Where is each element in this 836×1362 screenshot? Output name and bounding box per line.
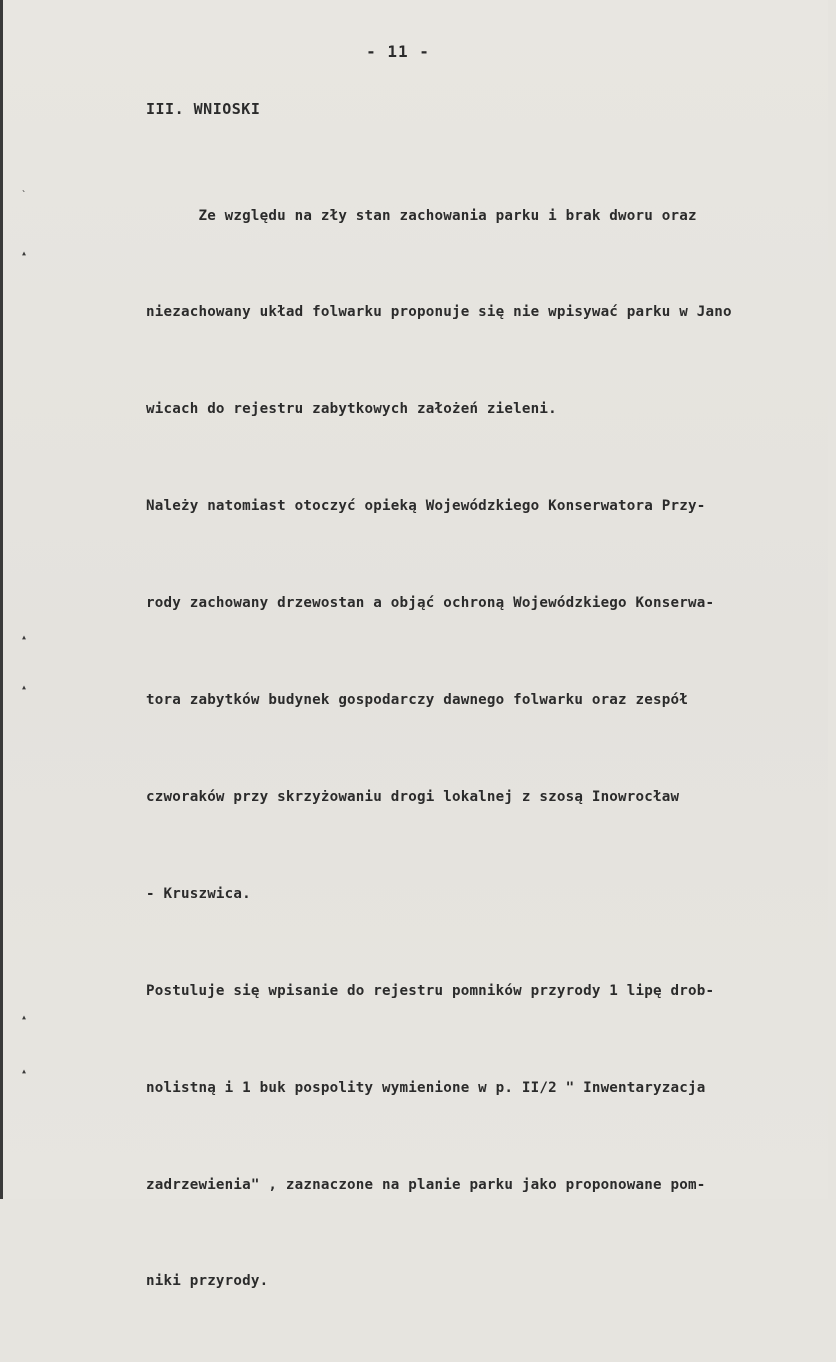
body-text [146, 135, 836, 1362]
margin-mark: ▴ [21, 1066, 28, 1077]
text-line: wicach do rejestru zabytkowych założeń zieleni. [146, 401, 557, 418]
page-number: - 11 - [366, 42, 430, 61]
text-line: zadrzewienia" , zaznaczone na planie parku jako proponowane pom- [146, 1176, 706, 1193]
text-line: Należy natomiast otoczyć opieką Wojewódzkiego Konserwatora Przy- [146, 498, 706, 515]
section-heading: III. WNIOSKI [146, 100, 261, 118]
text-line: czworaków przy skrzyżowaniu drogi lokalnej z szosą Inowrocław [146, 788, 680, 805]
text-line: tora zabytków budynek gospodarczy dawnego folwarku oraz zespół [146, 692, 688, 709]
text-line: niezachowany układ folwarku proponuje się nie wpisywać parku w Jano [146, 304, 732, 321]
text-line: - Kruszwica. [146, 885, 251, 902]
margin-mark: ` [21, 190, 28, 201]
margin-mark: ▴ [21, 682, 28, 693]
text-line: Postuluje się wpisanie do rejestru pomników przyrody 1 lipę drob- [146, 982, 715, 999]
text-line: niki przyrody. [146, 1273, 269, 1290]
text-line: Ze względu na zły stan zachowania parku i brak dworu oraz [146, 207, 697, 224]
margin-mark: ▴ [21, 1012, 28, 1023]
margin-mark: ▴ [21, 248, 28, 259]
text-line: rody zachowany drzewostan a objąć ochroną Wojewódzkiego Konserwa- [146, 595, 715, 612]
margin-mark: ▴ [21, 632, 28, 643]
text-line: nolistną i 1 buk pospolity wymienione w p. II/2 " Inwentaryzacja [146, 1079, 706, 1096]
